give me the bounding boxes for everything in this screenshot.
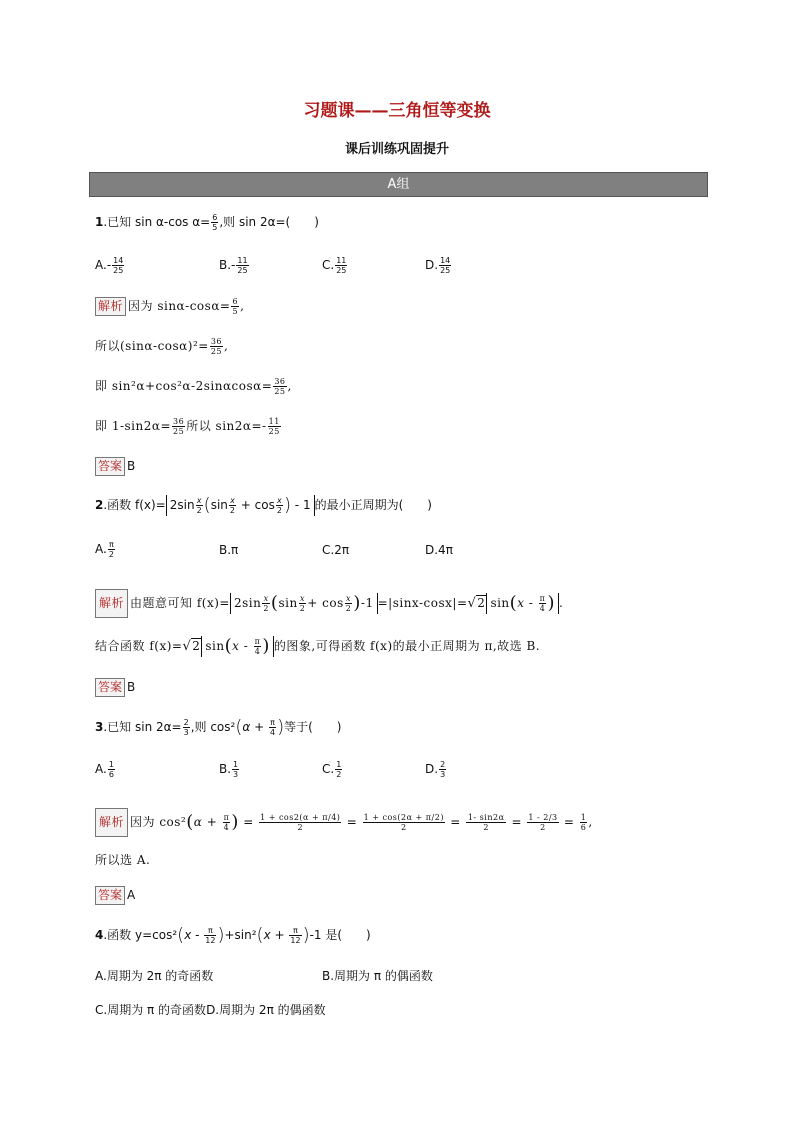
group-header-bar: A组 — [89, 172, 708, 197]
q2-answer: 答案 B — [95, 677, 135, 697]
q2-solution-line-2: 结合函数 f(x)=√2 sin(x - $\frac{\pi}{4}$ ) 的图象,可得函数 f(x)的最小正周期为 π,故选 B. — [95, 635, 541, 657]
q4-option-b: B.周期为 π 的偶函数 — [322, 969, 433, 983]
q3-solution-line-1: 解析 因为 cos²(α + $\frac{\pi}{4}$ ) = $\frac{1 + \cos 2(\alpha + \pi/4)}{2}$ = $\frac{1 + \cos(2\alpha + \pi/2)}{2}$ = $\frac{1- \sin 2\alpha}{2}$ = $\frac{1 - 2/3}{2}$ = $\frac{1}{6}$ , — [95, 808, 593, 837]
analysis-label: 解析 — [95, 808, 128, 837]
q2-option-b: B.π — [219, 543, 239, 557]
q1-solution-line-4: 即 1-sin2α= $\frac{36}{25}$ 所以 sin2α=- $\frac{11}{25}$ — [95, 417, 280, 436]
absolute-expression: 2sin $\frac{x}{2}$ (sin $\frac{x}{2}$ + cos $\frac{x}{2}$ ) - 1 — [166, 495, 315, 516]
q3-option-a: A. $\frac{1}{6}$ — [95, 760, 114, 779]
q4-option-a: A.周期为 2π 的奇函数 — [95, 969, 214, 983]
q3-option-d: D. $\frac{2}{3}$ — [425, 760, 446, 779]
analysis-label: 解析 — [95, 589, 128, 618]
page-subtitle: 课后训练巩固提升 — [344, 142, 449, 157]
q2-option-c: C.2π — [322, 543, 350, 557]
q1-solution-line-3: 即 sin²α+cos²α-2sinαcosα= $\frac{36}{25}$ , — [95, 377, 292, 396]
question-4-stem: 4.函数 y=cos²(x - $\frac{\pi}{12}$ )+sin²(x + $\frac{\pi}{12}$ )-1 是( ) — [95, 924, 371, 946]
q2-option-d: D.4π — [425, 543, 453, 557]
q3-option-c: C. $\frac{1}{2}$ — [322, 760, 342, 779]
q1-solution-line-2: 所以(sinα-cosα)²= $\frac{36}{25}$ , — [95, 337, 229, 356]
q1-option-d: D. $\frac{14}{25}$ — [425, 256, 451, 275]
q1-solution-line-1: 解析 因为 sinα-cosα= $\frac{6}{5}$ , — [95, 296, 244, 316]
q1-option-b: B.- $\frac{11}{25}$ — [219, 256, 248, 275]
analysis-label: 解析 — [95, 297, 126, 316]
q3-option-b: B. $\frac{1}{3}$ — [219, 760, 239, 779]
fraction: $\frac{6}{5}$ — [212, 213, 218, 232]
question-1-stem: 1.已知 sin α-cos α= $\frac{6}{5}$ ,则 sin 2α=( ) — [95, 213, 319, 232]
q1-option-a: A.- $\frac{14}{25}$ — [95, 256, 124, 275]
q3-solution-line-2: 所以选 A. — [95, 853, 151, 867]
question-number: 1 — [95, 215, 104, 229]
q1-option-c: C. $\frac{11}{25}$ — [322, 256, 347, 275]
q1-answer: 答案 B — [95, 456, 135, 476]
answer-label: 答案 — [95, 886, 125, 905]
answer-label: 答案 — [95, 457, 125, 476]
answer-label: 答案 — [95, 678, 125, 697]
q3-answer: 答案 A — [95, 885, 135, 905]
q2-solution-line-1: 解析 由题意可知 f(x)= 2sin $\frac{x}{2}$ (sin $\frac{x}{2}$ + cos $\frac{x}{2}$ )-1 =|sinx-cosx|=√2 sin(x - $\frac{\pi}{4}$ ) . — [95, 589, 563, 618]
q2-option-a: A. $\frac{\pi}{2}$ — [95, 540, 114, 559]
q4-option-cd: C.周期为 π 的奇函数D.周期为 2π 的偶函数 — [95, 1003, 326, 1017]
question-2-stem: 2.函数 f(x)= 2sin $\frac{x}{2}$ (sin $\frac{x}{2}$ + cos $\frac{x}{2}$ ) - 1 的最小正周期为( ) — [95, 494, 432, 516]
question-3-stem: 3.已知 sin 2α= $\frac{2}{3}$ ,则 cos²(α + $\frac{\pi}{4}$ )等于( ) — [95, 716, 342, 738]
page-title: 习题课——三角恒等变换 — [303, 101, 491, 121]
